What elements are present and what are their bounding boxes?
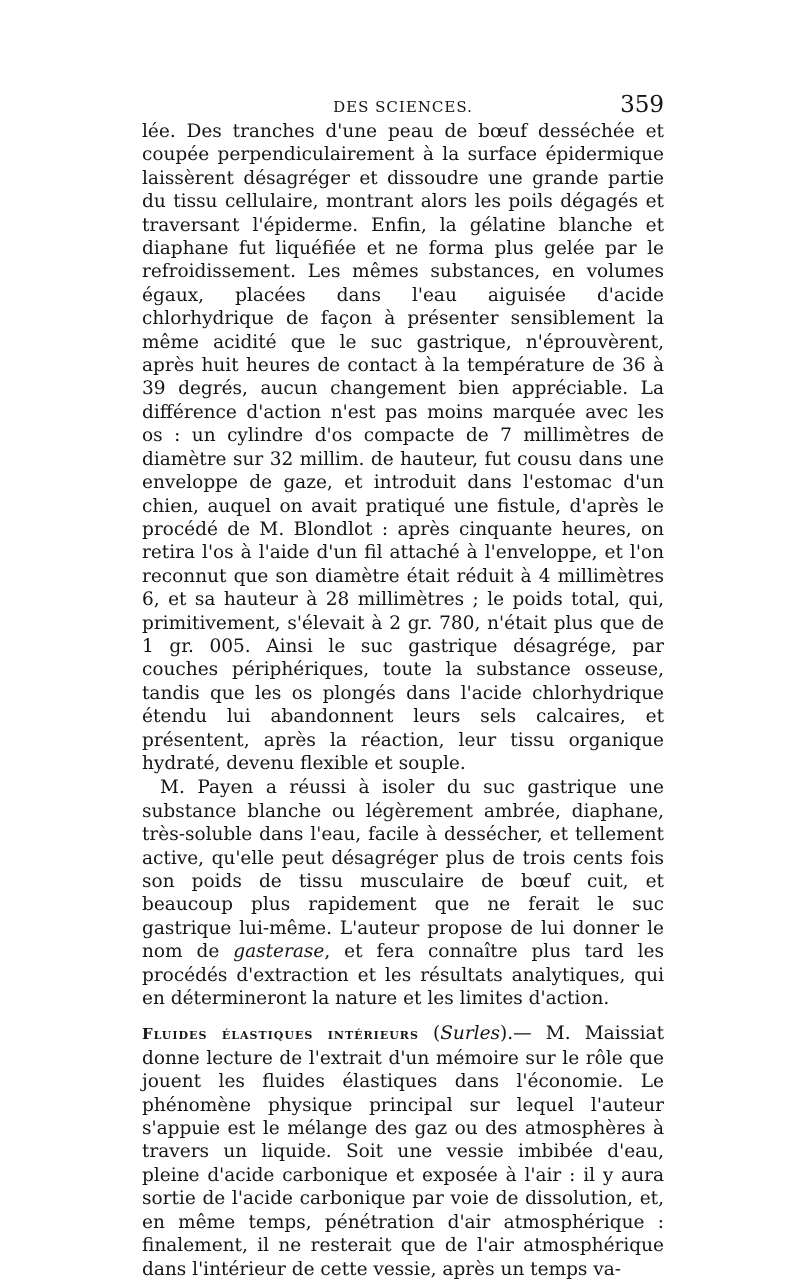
section-heading: Fluides élastiques intérieurs (142, 1025, 419, 1044)
running-head (142, 92, 664, 122)
heading-note-open: ( (418, 1023, 441, 1045)
paragraph-payen (142, 776, 664, 1010)
page-number: 359 (620, 92, 664, 118)
paragraph-text-after: , et fera connaître plus tard les procédés d'extraction et les résultats analytiques, qui en détermineront la nature et les limites d'action. (142, 941, 664, 1010)
italic-term: gasterase (233, 941, 325, 963)
paragraph-text-before: M. Payen a réussi à isoler du suc gastrique une substance blanche ou légèrement ambrée, diaphane, très-soluble dans l'eau, facile à dessécher, et tellement active, qu'elle peut désagréger plus de trois cents fois son poids de tissu musculaire de bœuf cuit, et beaucoup plus rapidement que ne ferait le suc gastrique lui-même. L'auteur propose de lui donner le nom de (142, 777, 664, 963)
paragraph-fluides (142, 1022, 664, 1280)
running-title: DES SCIENCES. (333, 98, 473, 116)
heading-note-close: ). (500, 1023, 514, 1045)
paragraph-text: — M. Maissiat donne lecture de l'extrait d'un mémoire sur le rôle que jouent les fluides élastiques dans l'économie. Le phénomène physique principal sur lequel l'auteur s'appuie est le mélange des gaz ou des atmosphères à travers un liquide. Soit une vessie imbibée d'eau, pleine d'acide carbonique et exposée à l'air : il y aura sortie de l'acide carbonique par voie de dissolution, et, en même temps, pénétration d'air atmosphérique : finalement, il ne resterait que de l'air atmosphérique dans l'intérieur de cette vessie, après un temps va- (142, 1023, 664, 1280)
heading-note: Surles (440, 1023, 501, 1045)
body-text (142, 120, 664, 1281)
paragraph-continued: lée. Des tranches d'une peau de bœuf desséchée et coupée perpendiculairement à la surface épidermique laissèrent désagréger et dissoudre une grande partie du tissu cellulaire, montrant alors les poils dégagés et traversant l'épiderme. Enfin, la gélatine blanche et diaphane fut liquéfiée et ne forma plus gelée par le refroidissement. Les mêmes substances, en volumes égaux, placées dans l'eau aiguisée d'acide chlorhydrique de façon à présenter sensiblement la même acidité que le suc gastrique, n'éprouvèrent, après huit heures de contact à la température de 36 à 39 degrés, aucun changement bien appréciable. La différence d'action n'est pas moins marquée avec les os : un cylindre d'os compacte de 7 millimètres de diamètre sur 32 millim. de hauteur, fut cousu dans une enveloppe de gaze, et introduit dans l'estomac d'un chien, auquel on avait pratiqué une fistule, d'après le procédé de M. Blondlot : après cinquante heures, on retira l'os à l'aide d'un fil attaché à l'enveloppe, et l'on reconnut que son diamètre était réduit à 4 millimètres 6, et sa hauteur à 28 millimètres ; le poids total, qui, primitivement, s'élevait à 2 gr. 780, n'était plus que de 1 gr. 005. Ainsi le suc gastrique désagrége, par couches périphériques, toute la substance osseuse, tandis que les os plongés dans l'acide chlorhydrique étendu lui abandonnent leurs sels calcaires, et présentent, après la réaction, leur tissu organique hydraté, devenu flexible et souple. (142, 121, 664, 774)
